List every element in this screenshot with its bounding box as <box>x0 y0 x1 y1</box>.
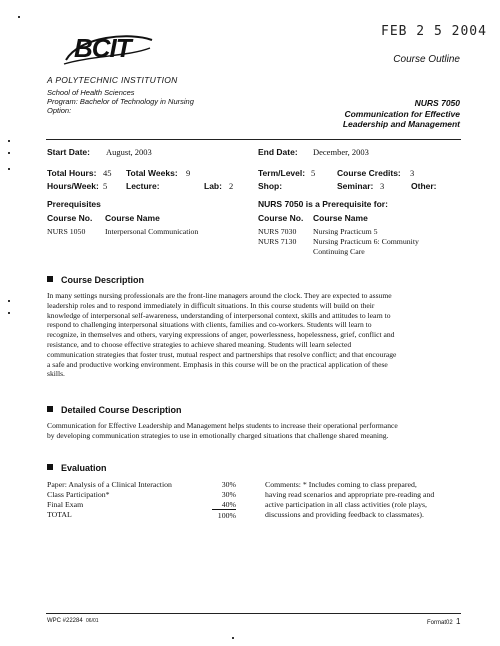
seminar-value: 3 <box>380 181 385 191</box>
page-number: 1 <box>456 617 461 626</box>
option-label: Option: <box>47 106 72 115</box>
school-name: School of Health Sciences <box>47 88 135 97</box>
end-date-value: December, 2003 <box>313 147 369 157</box>
prereq-for-col-course-no: Course No. <box>258 213 304 223</box>
lecture-label: Lecture: <box>126 181 160 191</box>
other-label: Other: <box>411 181 437 191</box>
document-type: Course Outline <box>393 54 460 65</box>
lab-value: 2 <box>229 181 234 191</box>
hours-week-value: 5 <box>103 181 108 191</box>
prereq-col-course-name: Course Name <box>105 213 160 223</box>
course-code: NURS 7050 <box>414 98 460 108</box>
received-date-stamp: FEB 2 5 2004 <box>381 24 487 39</box>
start-date-label: Start Date: <box>47 147 90 157</box>
table-row-course-name: Interpersonal Communication <box>105 227 199 236</box>
evaluation-comments: Comments: * Includes coming to class prepared, having read scenarios and appropriate pre-reading and active participation in all class activities (role plays, discussions and providing feedback to classmates). <box>265 480 435 519</box>
school-info <box>47 88 194 115</box>
header-divider <box>46 139 461 140</box>
evaluation-percent: 30% <box>221 480 236 489</box>
scan-mark <box>8 168 10 170</box>
logo-text: BCIT <box>74 33 131 63</box>
scan-mark <box>8 152 10 154</box>
evaluation-percentages <box>212 480 236 521</box>
detailed-description-heading: Detailed Course Description <box>47 405 182 415</box>
footer-format: Format02 1 <box>427 617 461 626</box>
scan-mark <box>18 16 20 18</box>
table-row-course-name: Continuing Care <box>313 247 365 256</box>
evaluation-heading: Evaluation <box>47 463 107 473</box>
section-bullet-icon <box>47 406 53 412</box>
course-credits-label: Course Credits: <box>337 168 401 178</box>
start-date-value: August, 2003 <box>106 147 152 157</box>
evaluation-percent: 40% <box>212 500 236 510</box>
institution-tagline: A POLYTECHNIC INSTITUTION <box>47 75 178 85</box>
evaluation-items <box>47 480 172 520</box>
section-bullet-icon <box>47 464 53 470</box>
scan-mark <box>8 140 10 142</box>
evaluation-item: Final Exam <box>47 500 84 509</box>
table-row-course-name: Nursing Practicum 6: Community <box>313 237 419 246</box>
course-credits-value: 3 <box>410 168 415 178</box>
course-description-text: In many settings nursing professionals are the front-line managers around the clock. They are expected to assume leadership roles and to respond immediately in difficult situations. In this course students will build on their knowledge of interpersonal self-awareness, understanding of interpersonal context, skills and attitudes to learn to respond to challenging interpersonal situations with clients, families and co-workers. Students will learn to recognize, in themselves and others, varying expressions of anger, powerlessness, hopelessness, grief, conflict and resistance, and to choose effective strategies to achieve shared meaning. Students will learn selected communication strategies that foster trust, mutual respect and partnerships that resolve conflict; and that encourage a safe and productive working environment. Emphasis in this course will be on the practical application of these skills. <box>47 291 397 379</box>
evaluation-item: Class Participation* <box>47 490 110 499</box>
scan-mark <box>232 637 234 639</box>
term-level-label: Term/Level: <box>258 168 306 178</box>
shop-label: Shop: <box>258 181 283 191</box>
course-description-heading: Course Description <box>47 275 144 285</box>
prereq-for-col-course-name: Course Name <box>313 213 368 223</box>
table-row-course-no: NURS 7130 <box>258 237 297 246</box>
evaluation-item: Paper: Analysis of a Clinical Interaction <box>47 480 172 489</box>
evaluation-percent: 100% <box>217 511 236 520</box>
course-title-line-2: Leadership and Management <box>342 119 460 129</box>
total-weeks-value: 9 <box>186 168 191 178</box>
lab-label: Lab: <box>204 181 222 191</box>
prerequisite-for-heading: NURS 7050 is a Prerequisite for: <box>258 199 388 209</box>
table-row-course-no: NURS 1050 <box>47 227 86 236</box>
detailed-description-text: Communication for Effective Leadership and Management helps students to increase their operational performance by developing communication strategies to use in emotionally charged situations that challenge shared meaning. <box>47 421 398 440</box>
total-hours-label: Total Hours: <box>47 168 97 178</box>
end-date-label: End Date: <box>258 147 298 157</box>
evaluation-percent: 30% <box>221 490 236 499</box>
table-row-course-no: NURS 7030 <box>258 227 297 236</box>
program-name: Program: Bachelor of Technology in Nursing <box>47 97 194 106</box>
table-row-course-name: Nursing Practicum 5 <box>313 227 378 236</box>
term-level-value: 5 <box>311 168 316 178</box>
course-title-line-1: Communication for Effective <box>344 108 460 119</box>
evaluation-item: TOTAL <box>47 510 72 519</box>
footer-doc-id: WPC #22284 06/01 <box>47 618 99 624</box>
total-hours-value: 45 <box>103 168 112 178</box>
prereq-col-course-no: Course No. <box>47 213 93 223</box>
prerequisites-heading: Prerequisites <box>47 199 101 209</box>
section-bullet-icon <box>47 276 53 282</box>
footer-divider <box>46 613 461 614</box>
seminar-label: Seminar: <box>337 181 374 191</box>
scan-mark <box>8 312 10 314</box>
course-identity <box>343 98 460 130</box>
scan-mark <box>8 300 10 302</box>
total-weeks-label: Total Weeks: <box>126 168 178 178</box>
hours-week-label: Hours/Week: <box>47 181 99 191</box>
